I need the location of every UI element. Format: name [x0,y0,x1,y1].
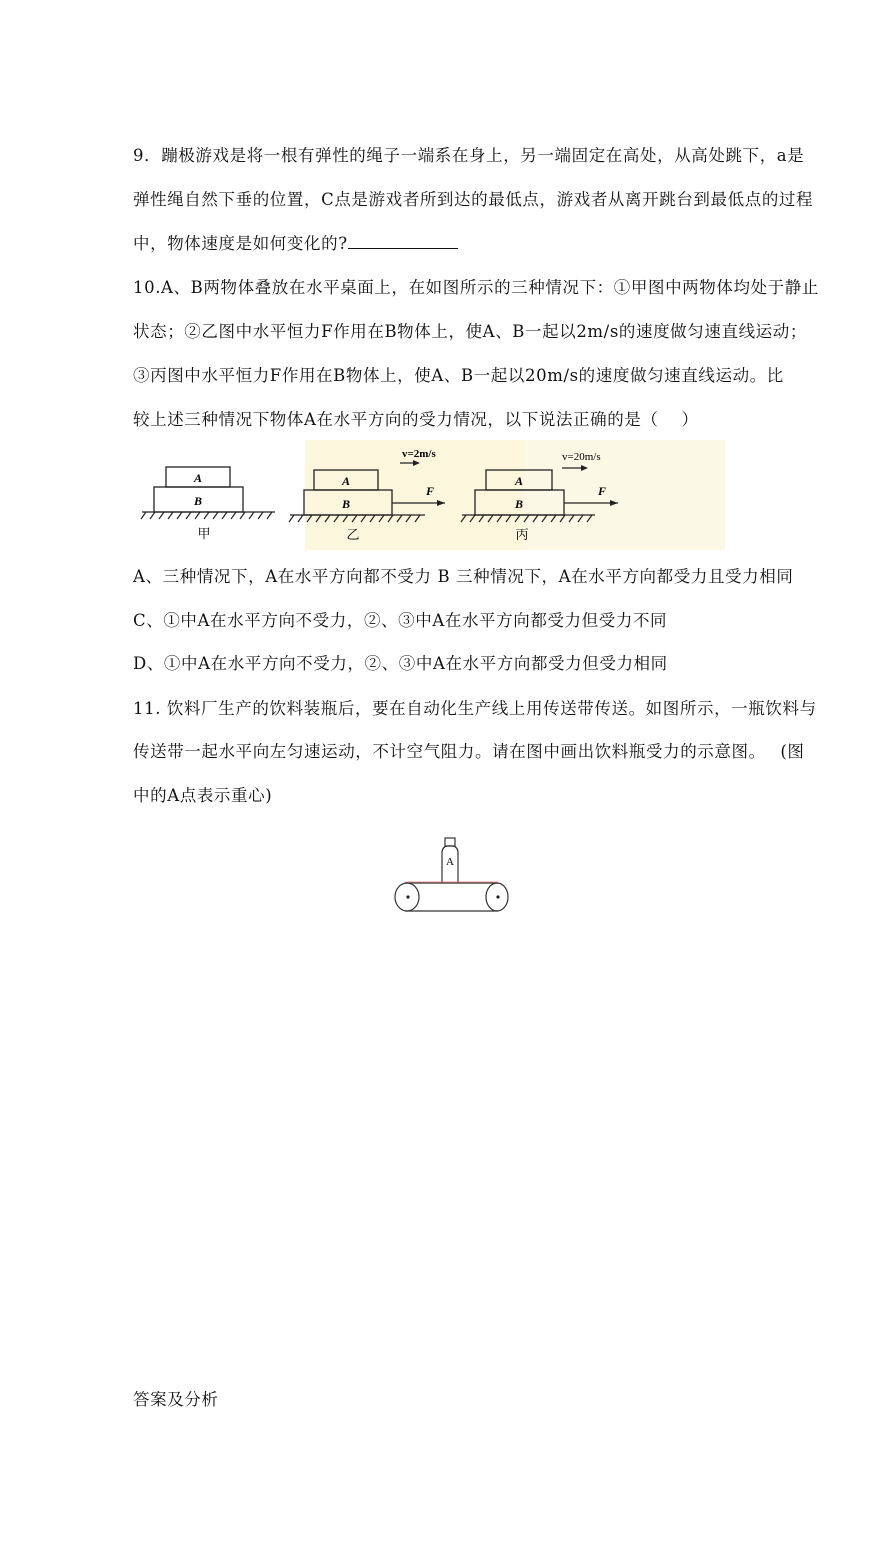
yi-label-b: B [341,497,351,511]
ground-hatch [150,512,155,519]
bing-label-b: B [514,497,524,511]
q10-option-d: D、①中A在水平方向不受力，②、③中A在水平方向都受力但受力相同 [133,654,668,673]
bottle-center-label: A [446,856,454,868]
ground-hatch [249,512,254,519]
q10-line-1: 10.A、B两物体叠放在水平桌面上，在如图所示的三种情况下：①甲图中两物体均处于静止 [133,278,819,297]
yi-label-a: A [341,474,351,488]
ground-hatch [240,512,245,519]
q10-option-ab: A、三种情况下，A在水平方向都不受力 B 三种情况下，A在水平方向都受力且受力相同 [133,567,794,586]
conveyor-figure [380,825,520,925]
answer-blank[interactable] [348,234,458,249]
bing-label-f: F [597,484,607,498]
bottle-cap [445,838,455,846]
q9-line-2: 弹性绳自然下垂的位置，C点是游戏者所到达的最低点，游戏者从离开跳台到最低点的过程 [133,190,814,209]
jia-label-b: B [193,494,203,508]
q10-line-4: 较上述三种情况下物体A在水平方向的受力情况，以下说法正确的是（ ） [133,410,699,429]
answers-heading: 答案及分析 [133,1390,219,1409]
jia-caption: 甲 [197,526,211,541]
yi-velocity: v=2m/s [402,448,436,460]
ground-hatch [204,512,209,519]
q9-line-1: 9．蹦极游戏是将一根有弹性的绳子一端系在身上，另一端固定在高处，从高处跳下，a是 [133,146,805,165]
ground-hatch [141,512,146,519]
ground-hatch [195,512,200,519]
ground-hatch [159,512,164,519]
ground-hatch [222,512,227,519]
ground-hatch [186,512,191,519]
ground-hatch [298,515,303,522]
ground-hatch [231,512,236,519]
figure-bing-bg [525,440,725,550]
yi-caption: 乙 [346,527,360,542]
ground-hatch [289,515,294,522]
q11-line-3: 中的A点表示重心) [133,786,273,805]
q11-line-1: 11. 饮料厂生产的饮料装瓶后，要在自动化生产线上用传送带传送。如图所示，一瓶饮料与 [133,699,817,718]
q11-line-2: 传送带一起水平向左匀速运动，不计空气阻力。请在图中画出饮料瓶受力的示意图。 (图 [133,742,805,761]
bing-velocity: v=20m/s [562,451,601,463]
bing-caption: 丙 [515,527,529,542]
ground-hatch [258,512,263,519]
ground-hatch [213,512,218,519]
q10-line-2: 状态；②乙图中水平恒力F作用在B物体上，使A、B一起以2m/s的速度做匀速直线运动； [133,322,807,341]
bing-label-a: A [514,474,524,488]
yi-label-f: F [425,484,435,498]
q10-figure [130,440,730,550]
ground-hatch [168,512,173,519]
q10-line-3: ③丙图中水平恒力F作用在B物体上，使A、B一起以20m/s的速度做匀速直线运动。比 [133,366,784,385]
q10-option-c: C、①中A在水平方向不受力，②、③中A在水平方向都受力但受力不同 [133,611,668,630]
q9-line-3 [133,234,458,254]
ground-hatch [267,512,272,519]
ground-hatch [177,512,182,519]
q9-line-3-text: 中，物体速度是如何变化的? [133,234,348,253]
jia-label-a: A [193,471,203,485]
